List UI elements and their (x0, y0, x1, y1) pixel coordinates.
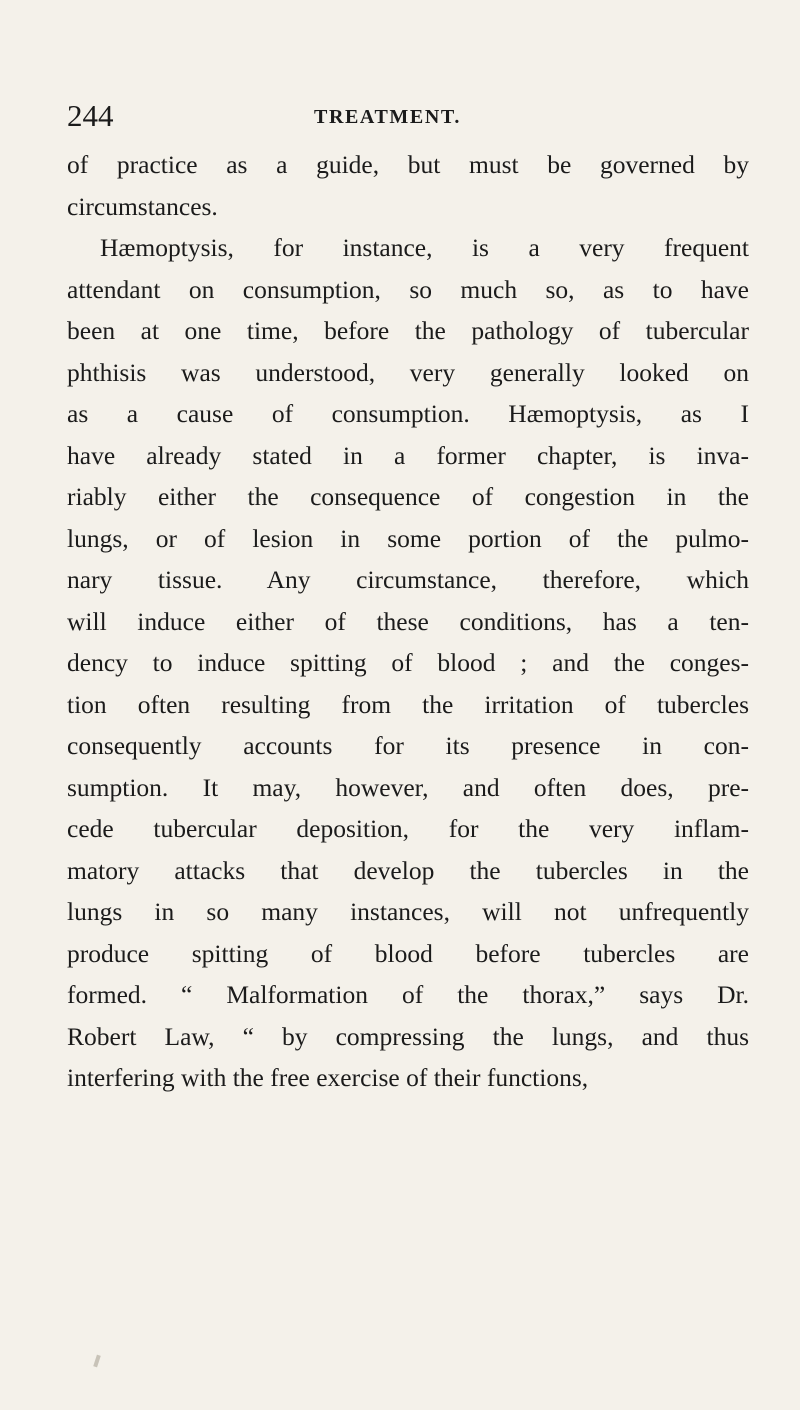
text-line: lungs, or of lesion in some portion of the pulmo- (67, 523, 749, 553)
text-line: of practice as a guide, but must be governed by (67, 150, 749, 179)
text-line: produce spitting of blood before tubercles are (67, 938, 749, 968)
text-line: consequently accounts for its presence in con- (67, 731, 749, 760)
text-line: as a cause of consumption. Hæmoptysis, as I (67, 399, 749, 428)
text-line: riably either the consequence of congestion in the (67, 482, 749, 511)
text-line: Robert Law, “ by compressing the lungs, and thus (67, 1021, 749, 1051)
text-line: tion often resulting from the irritation of tubercles (67, 689, 749, 719)
text-line: Hæmoptysis, for instance, is a very frequent (100, 233, 749, 262)
body-text (67, 144, 749, 1099)
text-line: lungs in so many instances, will not unfrequently (67, 897, 749, 926)
text-line: cede tubercular deposition, for the very inflam- (67, 814, 749, 843)
text-line: have already stated in a former chapter, is inva- (67, 440, 749, 470)
text-line: sumption. It may, however, and often does, pre- (67, 772, 749, 802)
text-line: formed. “ Malformation of the thorax,” says Dr. (67, 980, 749, 1009)
text-line: dency to induce spitting of blood ; and the conges- (67, 648, 749, 677)
text-line: nary tissue. Any circumstance, therefore, which (67, 565, 749, 594)
text-line: been at one time, before the pathology of tubercular (67, 316, 749, 345)
text-line: attendant on consumption, so much so, as to have (67, 274, 749, 304)
text-line: phthisis was understood, very generally looked on (67, 357, 749, 387)
text-line: matory attacks that develop the tubercles in the (67, 855, 749, 885)
text-line: will induce either of these conditions, has a ten- (67, 606, 749, 636)
text-line: interfering with the free exercise of their functions, (67, 1063, 589, 1092)
page-number: 244 (67, 98, 114, 133)
running-head (67, 96, 747, 136)
text-line: circumstances. (67, 191, 218, 221)
running-title: TREATMENT. (314, 106, 461, 128)
scan-speck (93, 1355, 101, 1368)
